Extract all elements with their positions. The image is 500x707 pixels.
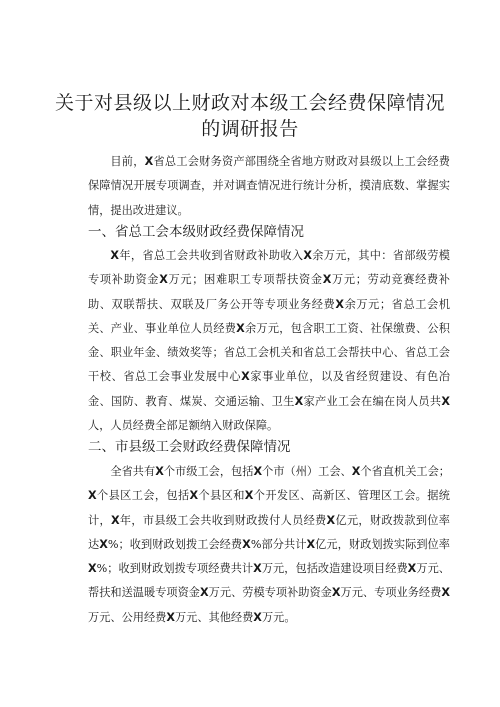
section-2-heading: 二、市县级工会财政经费保障情况: [88, 439, 291, 455]
section-1-body: X年，省总工会共收到省财政补助收入X余万元，其中：省部级劳模专项补助资金X万元；困难职工专项帮扶资金X万元；劳动竞赛经费补助、双联帮扶、双联及厂务公开等专项业务经费X余万元；省总工会机关、产业、事业单位人员经费X余万元，包含职工工资、社保缴费、公积金、职业年金、绩效奖等；省总工会机关和省总工会帮扶中心、省总工会干校、省总工会事业发展中心X家事业单位，以及省经贸建设、有色冶金、国防、教育、煤炭、交通运输、卫生X家产业工会在编在岗人员共X人，人员经费全部足额纳入财政保障。: [88, 249, 450, 433]
document-title-line-2: 的调研报告: [201, 118, 299, 140]
intro-paragraph: 目前，X省总工会财务资产部围绕全省地方财政对县级以上工会经费保障情况开展专项调查，并对调查情况进行统计分析，摸清底数、掌握实情，提出改进建议。: [88, 155, 450, 217]
document-title-line-1: 关于对县级以上财政对本级工会经费保障情况: [54, 92, 445, 114]
section-2-body: 全省共有X个市级工会，包括X个市（州）工会、X个省直机关工会；X个县区工会，包括X个县区和X个开发区、高新区、管理区工会。据统计，X年，市县级工会共收到财政拨付人员经费X亿元，财政拨款到位率达X%；收到财政划拨工会经费X%部分共计X亿元，财政划拨实际到位率X%；收到财政划拨专项经费共计X万元，包括改造建设项目经费X万元、帮扶和送温暖专项资金X万元、劳模专项补助资金X万元、专项业务经费X万元、公用经费X万元、其他经费X万元。: [88, 465, 450, 624]
section-1-heading: 一、省总工会本级财政经费保障情况: [88, 224, 304, 240]
